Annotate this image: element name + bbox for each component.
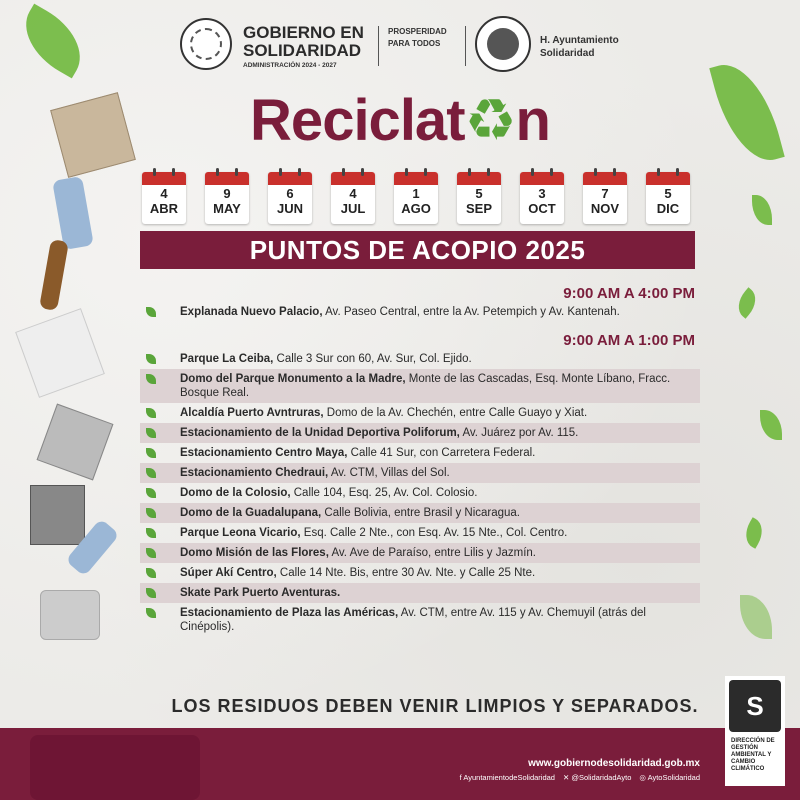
location-address: Domo de la Av. Chechén, entre Calle Guayo y Xiat. <box>323 407 588 419</box>
calendar-day: 3 <box>538 186 546 201</box>
calendar-date <box>142 172 186 224</box>
list-item <box>140 503 700 523</box>
location-name: Explanada Nuevo Palacio, <box>180 306 323 318</box>
calendar-day: 5 <box>664 186 672 201</box>
title-text: Reciclat <box>250 88 465 153</box>
calendar-day: 4 <box>160 186 168 201</box>
slogan: PROSPERIDAD PARA TODOS <box>388 27 447 48</box>
direction-logo <box>725 676 785 786</box>
location-name: Skate Park Puerto Aventuras. <box>180 587 341 599</box>
event-dates <box>142 172 690 224</box>
calendar-day: 6 <box>286 186 294 201</box>
list-item <box>140 423 700 443</box>
calendar-date <box>457 172 501 224</box>
location-address: Calle 14 Nte. Bis, entre 30 Av. Nte. y Calle 25 Nte. <box>276 567 536 579</box>
location-address: Av. CTM, Villas del Sol. <box>328 467 450 479</box>
header <box>0 14 800 76</box>
calendar-month: SEP <box>465 201 492 216</box>
calendar-day: 7 <box>601 186 609 201</box>
leaf-bullet-icon <box>146 508 156 518</box>
calendar-day: 1 <box>412 186 420 201</box>
calendar-date <box>205 172 249 224</box>
location-name: Domo de la Guadalupana, <box>180 507 322 519</box>
location-name: Súper Akí Centro, <box>180 567 277 579</box>
government-title: GOBIERNO EN SOLIDARIDAD <box>243 23 364 60</box>
schedule-time: 9:00 AM A 1:00 PM <box>563 332 695 349</box>
page-title <box>0 86 800 154</box>
leaf-bullet-icon <box>146 548 156 558</box>
list-item <box>140 369 700 403</box>
section-banner: PUNTOS DE ACOPIO 2025 <box>140 231 695 269</box>
location-name: Alcaldía Puerto Avntruras, <box>180 407 324 419</box>
instagram-link[interactable]: ◎ AytoSolidaridad <box>639 773 700 782</box>
location-name: Parque La Ceiba, <box>180 353 274 365</box>
location-address: Av. CTM, entre Av. 115 y Av. Chemuyil (atrás del Cinépolis). <box>180 607 646 633</box>
calendar-icon <box>205 172 249 185</box>
list-item <box>140 543 700 563</box>
location-address: Av. Paseo Central, entre la Av. Petempich y Av. Kantenah. <box>322 306 620 318</box>
location-name: Estacionamiento Chedraui, <box>180 467 329 479</box>
calendar-month: NOV <box>590 201 620 216</box>
title-text-end: n <box>515 88 550 153</box>
calendar-month: JUL <box>340 201 366 216</box>
leaf-bullet-icon <box>146 354 156 364</box>
calendar-icon <box>457 172 501 185</box>
list-item <box>140 583 700 603</box>
location-name: Estacionamiento de la Unidad Deportiva Poliforum, <box>180 427 460 439</box>
facebook-link[interactable]: f AyuntamientodeSolidaridad <box>459 773 555 782</box>
calendar-month: JUN <box>276 201 303 216</box>
leaf-bullet-icon <box>146 307 156 317</box>
location-address: Calle 104, Esq. 25, Av. Col. Colosio. <box>290 487 478 499</box>
leaf-bullet-icon <box>146 488 156 498</box>
direction-name: DIRECCIÓN DE GESTIÓN AMBIENTAL Y CAMBIO CLIMÁTICO <box>731 738 775 772</box>
list-item <box>140 603 700 637</box>
ayuntamiento-seal-icon <box>475 16 531 72</box>
footer-note: LOS RESIDUOS DEBEN VENIR LIMPIOS Y SEPARADOS. <box>171 696 699 716</box>
website-link[interactable]: www.gobiernodesolidaridad.gob.mx <box>528 758 700 769</box>
location-address: Monte de las Cascadas, Esq. Monte Líbano, Fracc. Bosque Real. <box>180 373 671 399</box>
list-item <box>140 349 700 369</box>
calendar-day: 5 <box>475 186 483 201</box>
calendar-icon <box>520 172 564 185</box>
divider <box>378 26 379 66</box>
calendar-icon <box>268 172 312 185</box>
decorative-appliance <box>30 485 85 545</box>
calendar-day: 9 <box>223 186 231 201</box>
recycle-icon: ♻ <box>464 88 516 153</box>
social-links <box>460 773 700 782</box>
calendar-date <box>646 172 690 224</box>
calendar-date <box>331 172 375 224</box>
location-name: Domo Misión de las Flores, <box>180 547 329 559</box>
list-item <box>140 563 700 583</box>
collection-points-list <box>140 302 700 322</box>
leaf-bullet-icon <box>146 408 156 418</box>
calendar-icon <box>583 172 627 185</box>
location-address: Calle Bolivia, entre Brasil y Nicaragua. <box>321 507 520 519</box>
calendar-month: AGO <box>401 201 431 216</box>
calendar-date <box>583 172 627 224</box>
location-name: Domo de la Colosio, <box>180 487 291 499</box>
list-item <box>140 403 700 423</box>
list-item <box>140 302 700 322</box>
list-item <box>140 443 700 463</box>
location-address: Av. Ave de Paraíso, entre Lilis y Jazmín. <box>328 547 536 559</box>
administration-period: ADMINISTRACIÓN 2024 - 2027 <box>243 62 337 69</box>
schedule-time: 9:00 AM A 4:00 PM <box>563 285 695 302</box>
location-address: Calle 3 Sur con 60, Av. Sur, Col. Ejido. <box>273 353 472 365</box>
leaf-bullet-icon <box>146 608 156 618</box>
leaf-bullet-icon <box>146 428 156 438</box>
location-address: Esq. Calle 2 Nte., con Esq. Av. 15 Nte., Col. Centro. <box>300 527 568 539</box>
location-name: Domo del Parque Monumento a la Madre, <box>180 373 406 385</box>
leaf-bullet-icon <box>146 468 156 478</box>
direction-logo-letter: S <box>729 680 781 732</box>
location-address: Av. Juárez por Av. 115. <box>459 427 579 439</box>
leaf-bullet-icon <box>146 528 156 538</box>
list-item <box>140 483 700 503</box>
leaf-bullet-icon <box>146 448 156 458</box>
calendar-month: OCT <box>528 201 556 216</box>
ayuntamiento-name: H. Ayuntamiento Solidaridad <box>540 35 619 59</box>
location-name: Parque Leona Vicario, <box>180 527 301 539</box>
list-item <box>140 523 700 543</box>
calendar-day: 4 <box>349 186 357 201</box>
calendar-date <box>394 172 438 224</box>
leaf-bullet-icon <box>146 374 156 384</box>
x-link[interactable]: ✕ @SolidaridadAyto <box>562 773 632 782</box>
calendar-icon <box>142 172 186 185</box>
calendar-icon <box>646 172 690 185</box>
leaf-bullet-icon <box>146 568 156 578</box>
decorative-can <box>40 590 100 640</box>
location-name: Estacionamiento de Plaza las Américas, <box>180 607 399 619</box>
calendar-date <box>520 172 564 224</box>
government-seal-icon <box>180 18 232 70</box>
calendar-icon <box>394 172 438 185</box>
list-item <box>140 463 700 483</box>
calendar-icon <box>331 172 375 185</box>
location-name: Estacionamiento Centro Maya, <box>180 447 348 459</box>
collection-points-list <box>140 349 700 637</box>
calendar-month: MAY <box>213 201 241 216</box>
leaf-bullet-icon <box>146 588 156 598</box>
location-address: Calle 41 Sur, con Carretera Federal. <box>347 447 536 459</box>
divider <box>465 26 466 66</box>
calendar-date <box>268 172 312 224</box>
calendar-month: ABR <box>149 201 179 216</box>
calendar-month: DIC <box>656 201 680 216</box>
decorative-mask-pattern <box>30 735 200 800</box>
